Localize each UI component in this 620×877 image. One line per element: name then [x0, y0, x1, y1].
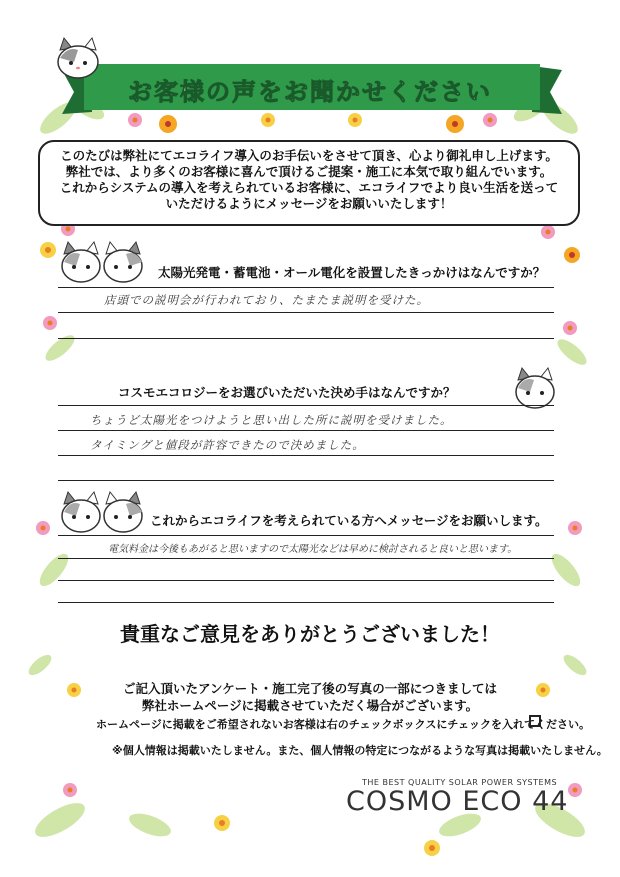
answer-line — [58, 455, 554, 456]
answer-line — [58, 558, 554, 559]
question-2: コスモエコロジーをお選びいただいた決め手はなんですか？ — [118, 385, 456, 400]
intro-text-line: これからシステムの導入を考えられているお客様に、エコライフでより良い生活を送って — [59, 180, 559, 195]
answer-1-line-1: 店頭での説明会が行われており、たまたま説明を受けた。 — [104, 293, 429, 307]
answer-line — [58, 312, 554, 313]
answer-2-line-1: ちょうど太陽光をつけようと思い出した所に説明を受けました。 — [90, 413, 453, 427]
answer-line — [58, 430, 554, 431]
answer-line — [58, 602, 554, 603]
answer-line — [58, 580, 554, 581]
company-logo: COSMO ECO 44 — [346, 786, 569, 817]
answer-line — [58, 480, 554, 481]
page-title: お客様の声をお聞かせください — [128, 78, 492, 106]
answer-3-line-1: 電気料金は今後もあがると思いますので太陽光などは早めに検討されると良いと思います。 — [108, 544, 518, 555]
logo-tagline: THE BEST QUALITY SOLAR POWER SYSTEMS — [362, 778, 558, 787]
cat-pair-icon — [58, 490, 146, 538]
intro-box — [38, 140, 580, 226]
notice-line: ご記入頂いたアンケート・施工完了後の写真の一部につきましては — [122, 681, 497, 696]
privacy-note: ※個人情報は掲載いたしません。また、個人情報の特定につながるような写真は掲載いたしません。 — [112, 744, 608, 757]
question-1: 太陽光発電・蓄電池・オール電化を設置したきっかけはなんですか？ — [158, 265, 546, 280]
answer-line — [58, 405, 554, 406]
thanks-message: 貴重なご意見をありがとうございました！ — [120, 622, 500, 646]
answer-line — [58, 287, 554, 288]
answer-line — [58, 338, 554, 339]
notice-line: 弊社ホームページに掲載させていただく場合がございます。 — [141, 698, 479, 713]
checkbox-instruction: ホームページに掲載をご希望されないお客様は右のチェックボックスにチェックを入れてください。 — [96, 718, 591, 731]
cat-pair-icon — [58, 240, 146, 288]
intro-text-line: このたびは弊社にてエコライフ導入のお手伝いをさせて頂き、心より御礼申し上げます。 — [60, 148, 558, 163]
answer-line — [58, 535, 554, 536]
question-3: これからエコライフを考えられている方へメッセージをお願いします。 — [150, 513, 548, 528]
intro-text-line: いただけるようにメッセージをお願いいたします！ — [165, 196, 453, 211]
answer-2-line-2: タイミングと値段が許容できたので決めました。 — [90, 438, 365, 452]
opt-out-checkbox[interactable] — [529, 715, 541, 727]
cat-mascot-icon — [52, 36, 104, 84]
intro-text-line: 弊社では、より多くのお客様に喜んで頂けるご提案・施工に本気で取り組んでいます。 — [65, 164, 553, 179]
